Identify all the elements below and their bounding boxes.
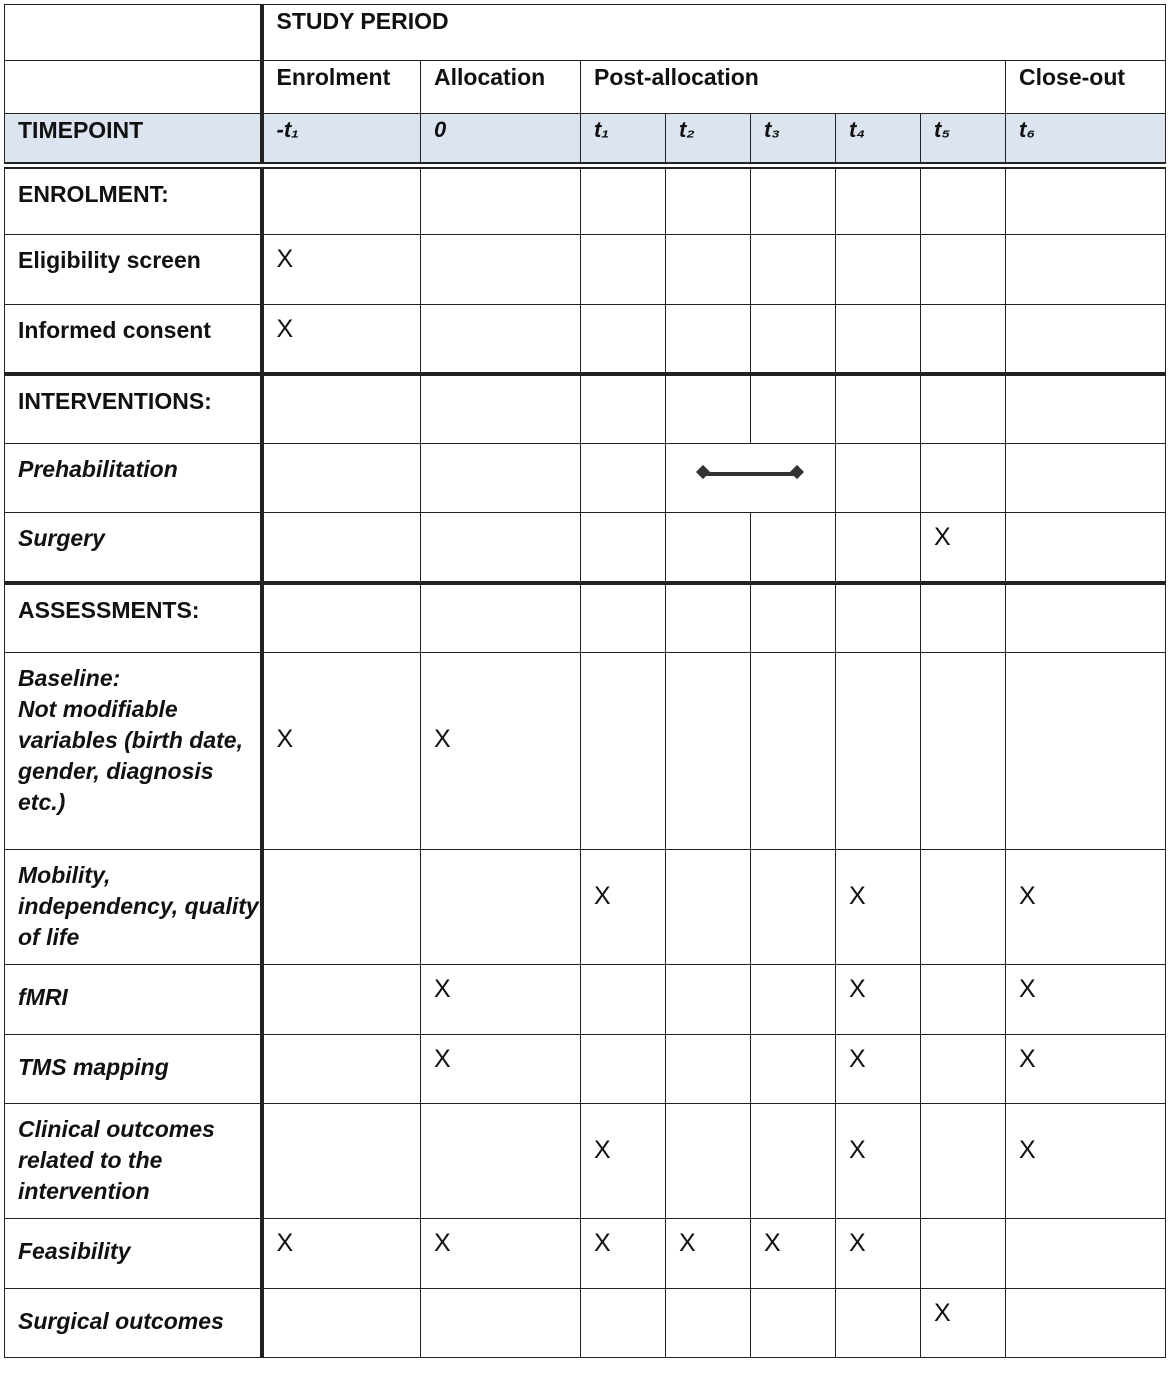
section-header-row	[5, 583, 1166, 653]
mark-cell	[751, 1289, 835, 1299]
table-row	[5, 1104, 1166, 1219]
mark-cell	[921, 850, 1005, 882]
mark-cell	[1006, 444, 1165, 454]
mark-cell: X	[594, 1229, 611, 1257]
table-row	[5, 1035, 1166, 1104]
timepoint-cell: t₆	[1019, 117, 1036, 142]
mark-cell	[421, 850, 580, 882]
mark-cell: X	[434, 725, 451, 753]
mark-cell	[836, 513, 920, 523]
mark-cell	[921, 305, 1005, 315]
mark-cell: X	[276, 315, 294, 343]
table-row	[5, 235, 1166, 305]
mark-cell	[666, 305, 750, 315]
timepoint-cell: t₄	[849, 117, 866, 142]
timepoint-row	[5, 114, 1166, 166]
table-row	[5, 513, 1166, 583]
mark-cell	[666, 965, 750, 975]
mark-cell	[581, 235, 665, 245]
mark-cell	[1006, 513, 1165, 523]
timepoint-cell: -t₁	[276, 117, 299, 142]
mark-cell	[421, 305, 580, 315]
mark-cell	[1006, 1219, 1165, 1229]
mark-cell	[921, 235, 1005, 245]
row-label: Mobility, independency, quality of life	[18, 862, 259, 950]
mark-cell	[666, 235, 750, 245]
section-title-assessments: ASSESSMENTS:	[18, 596, 200, 623]
mark-cell	[421, 513, 580, 523]
mark-cell: X	[594, 882, 611, 910]
study-period-title: STUDY PERIOD	[276, 8, 449, 34]
timepoint-cell: t₃	[764, 117, 780, 142]
table-row	[5, 965, 1166, 1035]
mark-cell	[264, 1104, 421, 1136]
prehabilitation-duration-bar	[703, 472, 797, 476]
mark-cell: X	[849, 1229, 866, 1257]
mark-cell	[1006, 235, 1165, 245]
phase-post-allocation: Post-allocation	[594, 64, 759, 90]
mark-cell	[264, 1289, 421, 1299]
mark-cell	[921, 1104, 1005, 1136]
mark-cell	[751, 965, 835, 975]
mark-cell: X	[1019, 1136, 1036, 1164]
row-label: Prehabilitation	[18, 456, 178, 482]
mark-cell: X	[434, 975, 451, 1003]
mark-cell: X	[1019, 1045, 1036, 1073]
corner-cell	[5, 5, 262, 61]
mark-cell	[666, 1289, 750, 1299]
study-period-row	[5, 5, 1166, 61]
row-label: fMRI	[18, 984, 68, 1010]
mark-cell	[581, 513, 665, 523]
mark-cell: X	[276, 1229, 294, 1257]
table-row	[5, 1289, 1166, 1358]
mark-cell: X	[849, 1045, 866, 1073]
mark-cell	[1006, 305, 1165, 315]
mark-cell	[751, 513, 835, 523]
table-row	[5, 444, 1166, 513]
mark-cell	[1006, 1289, 1165, 1299]
table-row	[5, 1219, 1166, 1289]
mark-cell: X	[934, 523, 951, 551]
table-row	[5, 305, 1166, 374]
row-label: Feasibility	[18, 1238, 131, 1264]
mark-cell	[264, 850, 421, 882]
spirit-schedule-table	[4, 4, 1166, 1358]
mark-cell	[581, 653, 665, 663]
mark-cell	[921, 965, 1005, 975]
mark-cell: X	[849, 1136, 866, 1164]
mark-cell	[921, 444, 1005, 454]
mark-cell	[421, 1289, 580, 1299]
row-label: Baseline: Not modifiable variables (birth date, gender, diagnosis etc.)	[18, 665, 243, 815]
mark-cell: X	[849, 882, 866, 910]
timepoint-cell: 0	[434, 117, 447, 142]
row-label: Eligibility screen	[18, 247, 201, 273]
mark-cell	[666, 1104, 750, 1136]
mark-cell	[836, 1289, 920, 1299]
mark-cell: X	[849, 975, 866, 1003]
mark-cell	[581, 305, 665, 315]
mark-cell	[581, 444, 665, 454]
phase-enrolment: Enrolment	[276, 64, 391, 90]
mark-cell	[751, 653, 835, 663]
mark-cell	[264, 965, 421, 975]
mark-cell	[836, 305, 920, 315]
mark-cell: X	[276, 245, 294, 273]
table-row	[5, 653, 1166, 850]
table-row	[5, 850, 1166, 965]
mark-cell	[264, 1035, 421, 1045]
mark-cell	[921, 653, 1005, 663]
mark-cell	[921, 1035, 1005, 1045]
mark-cell	[666, 850, 750, 882]
mark-cell	[836, 653, 920, 663]
mark-cell: X	[679, 1229, 696, 1257]
phase-close-out: Close-out	[1019, 64, 1126, 90]
mark-cell	[666, 653, 750, 663]
timepoint-cell: t₂	[679, 117, 695, 142]
mark-cell	[751, 235, 835, 245]
mark-cell	[751, 1104, 835, 1136]
section-title-interventions: INTERVENTIONS:	[18, 387, 212, 414]
mark-cell	[264, 513, 421, 523]
mark-cell: X	[594, 1136, 611, 1164]
mark-cell: X	[434, 1045, 451, 1073]
mark-cell	[836, 444, 920, 454]
mark-cell	[666, 513, 750, 523]
mark-cell: X	[434, 1229, 451, 1257]
mark-cell	[581, 965, 665, 975]
study-period-cell	[262, 5, 1166, 61]
phase-allocation: Allocation	[434, 64, 546, 90]
section-header-row	[5, 166, 1166, 235]
mark-cell	[581, 1035, 665, 1045]
mark-cell: X	[1019, 882, 1036, 910]
row-label: Surgery	[18, 525, 105, 551]
mark-cell	[421, 235, 580, 245]
mark-cell: X	[276, 725, 294, 753]
timepoint-cell: t₁	[594, 117, 610, 142]
section-title-enrolment: ENROLMENT:	[18, 181, 169, 207]
row-label: Informed consent	[18, 317, 211, 343]
mark-cell	[666, 1035, 750, 1045]
mark-cell: X	[934, 1299, 951, 1327]
section-header-row	[5, 374, 1166, 444]
mark-cell	[421, 1104, 580, 1136]
mark-cell	[836, 235, 920, 245]
mark-cell	[581, 1289, 665, 1299]
mark-cell: X	[764, 1229, 781, 1257]
mark-cell	[751, 1035, 835, 1045]
mark-cell	[921, 1219, 1005, 1229]
mark-cell	[1006, 653, 1165, 663]
row-label: TMS mapping	[18, 1054, 169, 1080]
row-label: Surgical outcomes	[18, 1308, 224, 1334]
timepoint-label: TIMEPOINT	[18, 117, 144, 143]
mark-cell: X	[1019, 975, 1036, 1003]
row-label: Clinical outcomes related to the intervention	[18, 1116, 215, 1204]
mark-cell	[751, 850, 835, 882]
timepoint-cell: t₅	[934, 117, 951, 142]
mark-cell	[421, 444, 580, 454]
phase-row	[5, 61, 1166, 114]
mark-cell	[751, 305, 835, 315]
mark-cell	[264, 444, 421, 454]
